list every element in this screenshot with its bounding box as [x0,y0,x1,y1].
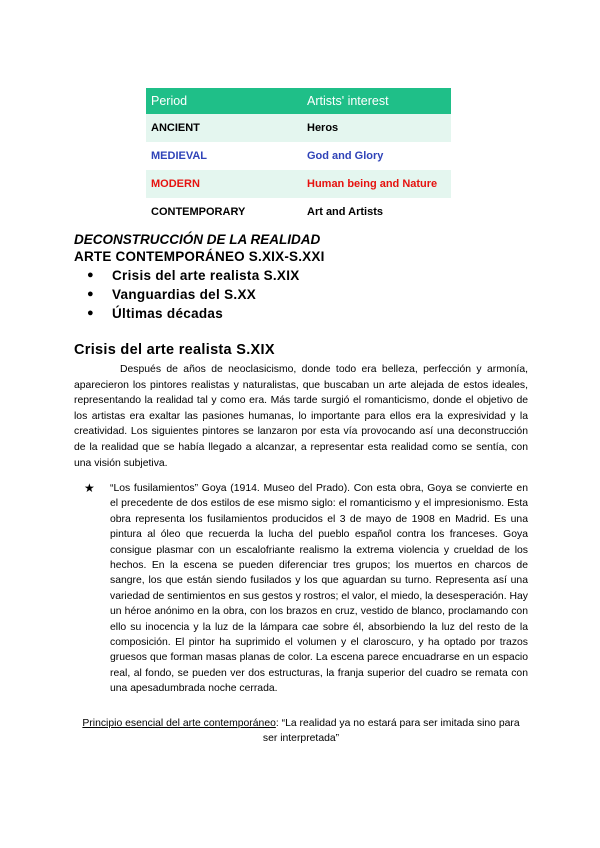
table-row [146,114,451,142]
interest-cell: Human being and Nature [302,170,451,198]
goya-description: “Los fusilamientos” Goya (1914. Museo del Prado). Con esta obra, Goya se convierte en el precedente de dos estilos de ese mismo siglo: el romanticismo y el impresionismo. Esta obra representa los fusilamientos producidos el 3 de mayo de 1908 en Madrid. Es una pintura al óleo que recuerda la lucha del pueblo español contra los franceses. Goya consigue plasmar con un escalofriante realismo la extrema violencia y crueldad de los hechos. En la escena se pueden diferenciar tres grupos; los muertos en charcos de sangre, los que están siendo fusilados y los que aguardan su turno. Representa así una variedad de sentimientos en sus gestos y rostros; el valor, el miedo, la desesperación. Hay un héroe anónimo en la obra, con los brazos en cruz, vestido de blanco, proclamando con ello su inocencia y la luz de la lámpara cae sobre él, absorbiendo la luz del resto de la composición. El pintor ha suprimido el volumen y el claroscuro, y ha optado por trazos gruesos que forman masas planas de color. La escena parece encuadrarse en un espacio real, al fondo, se pueden ver dos estructuras, la franja superior del cuadro se remata con una apesadumbrada noche cerrada. [110,483,528,695]
period-cell: ANCIENT [146,114,302,142]
periods-table [146,88,451,226]
header-artists-interest: Artists' interest [302,88,451,114]
table-row [146,198,451,226]
period-cell: MODERN [146,170,302,198]
section-heading: Crisis del arte realista S.XIX [74,342,275,358]
header-period: Period [146,88,302,114]
list-item: ● Vanguardias del S.XX [74,285,300,304]
star-list-item [84,481,528,697]
principle-label: Principio esencial del arte contemporáneo [82,718,276,729]
star-bullet-icon: ★ [84,481,95,495]
interest-cell: Art and Artists [302,198,451,226]
list-item: ● Crisis del arte realista S.XIX [74,266,300,285]
topics-list [74,266,300,323]
table-header-row [146,88,451,114]
list-item: ● Últimas décadas [74,304,300,323]
interest-cell: God and Glory [302,142,451,170]
period-cell: CONTEMPORARY [146,198,302,226]
principle-separator: : [275,718,282,729]
table-row [146,142,451,170]
intro-paragraph: Después de años de neoclasicismo, donde todo era belleza, perfección y armonía, aparecieron los pintores realistas y naturalistas, que buscaban un arte alejada de estos ideales, representando la realidad tal y como era. Más tarde surgió el romanticismo, donde el objetivo de los artistas era exaltar las pasiones humanas, lo importante para ellos era la expresividad y la creatividad. Los siguientes pintores se lanzaron por esta vía provocando así una deconstrucción de la realidad que se había llegado a alcanzar, a representar esta realidad como se sentía, con una visión subjetiva. [74,364,528,469]
document-title: DECONSTRUCCIÓN DE LA REALIDAD [74,232,321,247]
principle-quote: “La realidad ya no estará para ser imitada sino para ser interpretada” [262,718,520,745]
principle-note [74,716,528,747]
table-row [146,170,451,198]
document-subtitle: ARTE CONTEMPORÁNEO S.XIX-S.XXI [74,249,325,264]
period-cell: MEDIEVAL [146,142,302,170]
interest-cell: Heros [302,114,451,142]
